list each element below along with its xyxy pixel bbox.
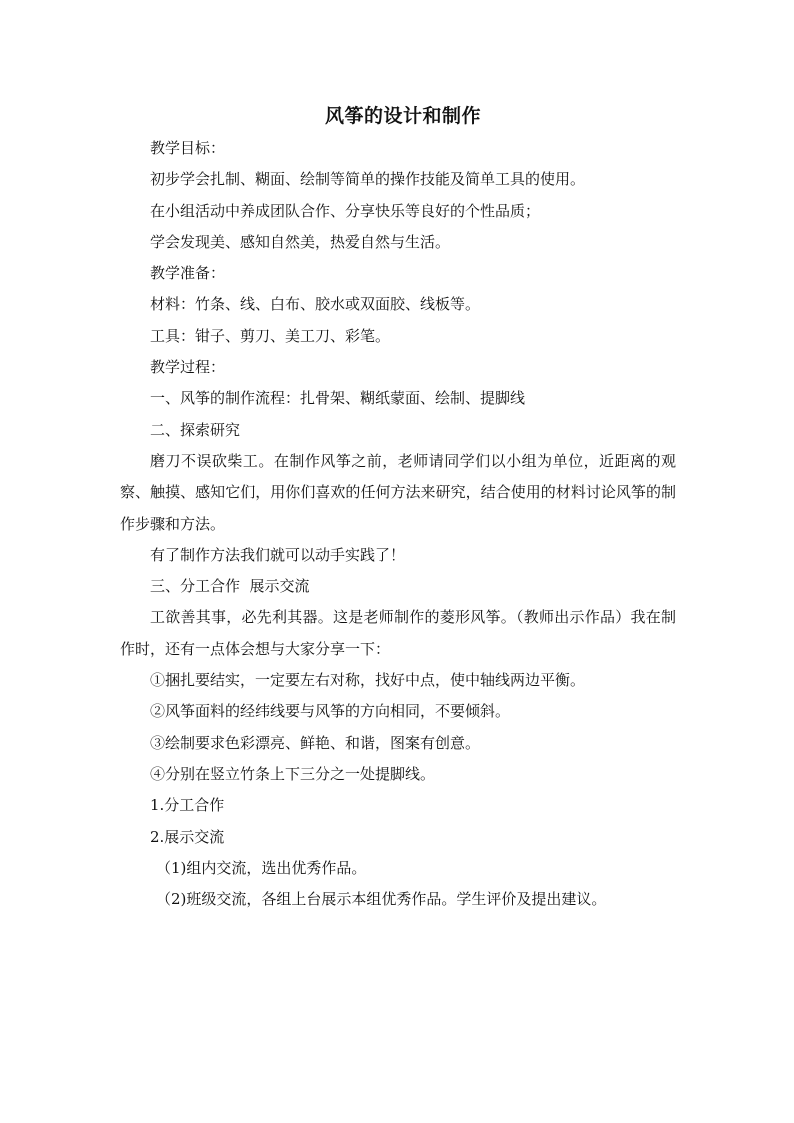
tip-line: ②风筝面料的经纬线要与风筝的方向相同，不要倾斜。 [150, 702, 511, 721]
materials-line: 材料：竹条、线、白布、胶水或双面胶、线板等。 [150, 295, 481, 314]
tip-line: ①捆扎要结实，一定要左右对称，找好中点，使中轴线两边平衡。 [150, 671, 586, 690]
document-title: 风筝的设计和制作 [324, 105, 481, 127]
step-line: 2.展示交流 [150, 827, 225, 846]
document-page [120, 102, 676, 915]
practice-line: 有了制作方法我们就可以动手实践了！ [150, 545, 406, 564]
tools-line: 工具：钳子、剪刀、美工刀、彩笔。 [150, 326, 391, 345]
paragraph-explore: 磨刀不误砍柴工。在制作风筝之前，老师请同学们以小组为单位，近距离的观察、触摸、感知它们，用你们喜欢的任何方法来研究，结合使用的材料讨论风筝的制作步骤和方法。 [120, 451, 676, 533]
goal-line: 初步学会扎制、糊面、绘制等简单的操作技能及简单工具的使用。 [150, 170, 586, 189]
tip-line: ③绘制要求色彩漂亮、鲜艳、和谐，图案有创意。 [150, 733, 481, 752]
goal-line: 在小组活动中养成团队合作、分享快乐等良好的个性品质； [150, 201, 541, 220]
section-two-line: 二、探索研究 [150, 420, 241, 439]
tip-line: ④分别在竖立竹条上下三分之一处提脚线。 [150, 764, 436, 783]
step-line: 1.分工合作 [150, 796, 225, 815]
heading-teaching-goals: 教学目标： [150, 139, 226, 157]
substep-line: （1)组内交流，选出优秀作品。 [156, 858, 367, 877]
section-one-line: 一、风筝的制作流程：扎骨架、糊纸蒙面、绘制、提脚线 [150, 389, 526, 408]
heading-teaching-preparation: 教学准备： [150, 264, 226, 283]
heading-teaching-process: 教学过程： [150, 358, 226, 377]
paragraph-tools: 工欲善其事，必先利其器。这是老师制作的菱形风筝。（教师出示作品）我在制作时，还有一点体会想与大家分享一下： [120, 608, 676, 658]
section-three-line: 三、分工合作 展示交流 [150, 577, 310, 596]
goal-line: 学会发现美、感知自然美，热爱自然与生活。 [150, 232, 451, 251]
substep-line: （2)班级交流，各组上台展示本组优秀作品。学生评价及提出建议。 [156, 890, 607, 909]
document-body [120, 133, 676, 915]
